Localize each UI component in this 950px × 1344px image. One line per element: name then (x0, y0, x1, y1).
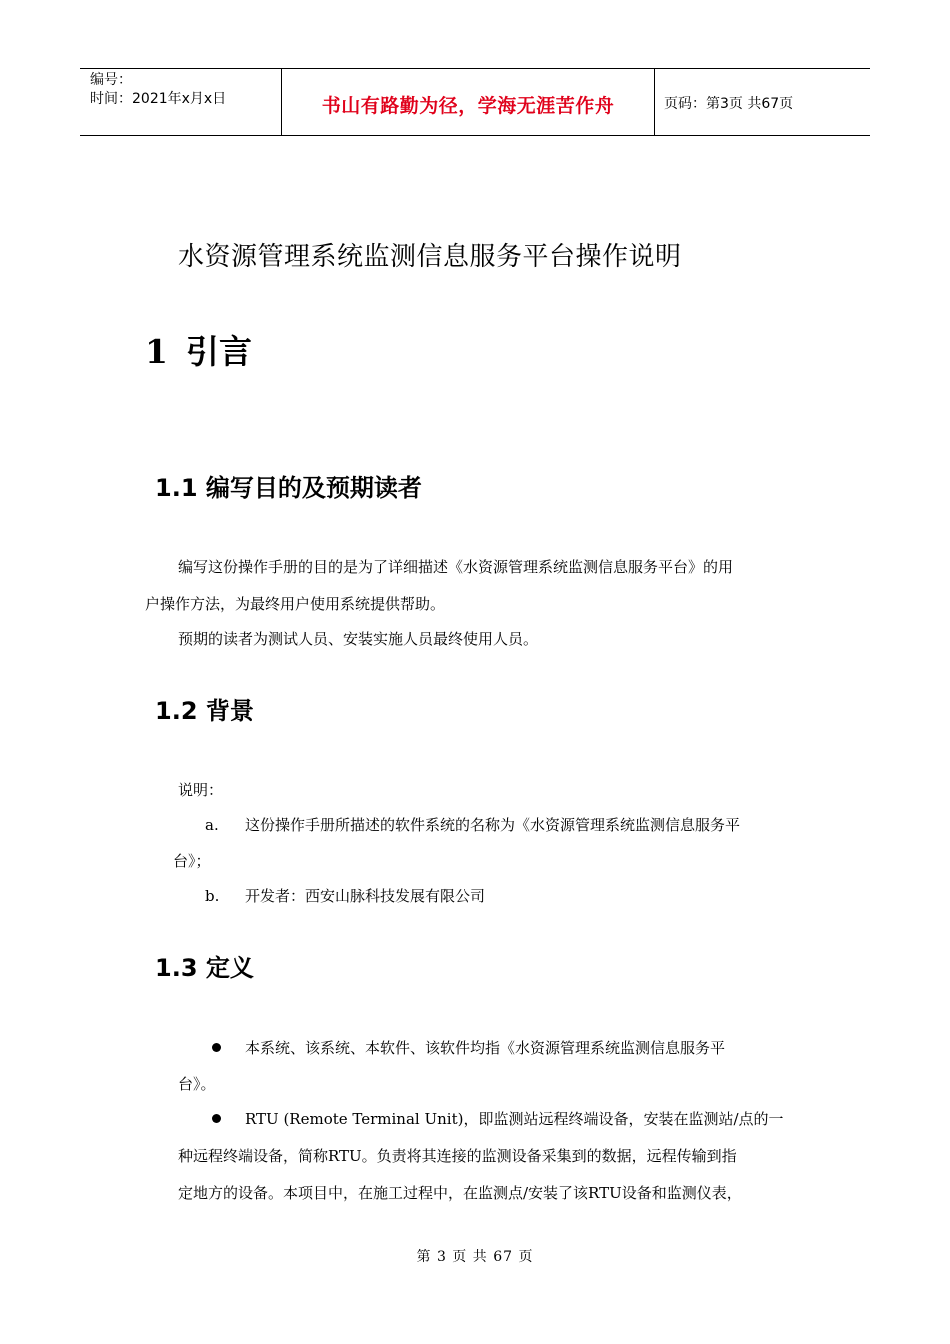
definition-2-line2: 种远程终端设备，简称RTU。负责将其连接的监测设备采集到的数据，远程传输到指 (178, 1147, 737, 1165)
definition-1-line1: 本系统、该系统、本软件、该软件均指《水资源管理系统监测信息服务平 (245, 1039, 726, 1057)
header-motto: 书山有路勤为径，学海无涯苦作舟 (282, 69, 655, 135)
header-code-label: 编号： (90, 72, 132, 88)
readers-para: 预期的读者为测试人员、安装实施人员最终使用人员。 (178, 630, 539, 648)
item-a-marker: a. (205, 816, 219, 834)
document-title: 水资源管理系统监测信息服务平台操作说明 (178, 242, 682, 272)
header-page-info: 页码：第3页 共67页 (664, 96, 794, 112)
page-header (80, 68, 870, 136)
item-a-line2: 台》； (173, 852, 211, 870)
bullet-icon (212, 1114, 221, 1123)
section-1-number: 1 (145, 332, 168, 371)
section-1-2-heading: 1.2 背景 (155, 697, 254, 725)
section-1-3-heading: 1.3 定义 (155, 954, 254, 982)
section-1-title: 引言 (185, 332, 252, 371)
item-b-marker: b. (205, 887, 220, 905)
header-meta-cell (80, 69, 282, 135)
definition-1-line2: 台》。 (178, 1075, 216, 1093)
page-footer: 第 3 页 共 67 页 (416, 1249, 534, 1265)
bullet-icon (212, 1043, 221, 1052)
definition-2-line3: 定地方的设备。本项目中，在施工过程中，在监测点/安装了该RTU设备和监测仪表， (178, 1184, 742, 1202)
background-intro: 说明： (178, 781, 224, 799)
definition-2-line1: RTU (Remote Terminal Unit)，即监测站远程终端设备，安装在监测站/点的一 (245, 1110, 784, 1128)
purpose-para-line2: 户操作方法，为最终用户使用系统提供帮助。 (145, 595, 446, 613)
section-1-1-heading: 1.1 编写目的及预期读者 (155, 474, 422, 502)
purpose-para-line1: 编写这份操作手册的目的是为了详细描述《水资源管理系统监测信息服务平台》的用 (178, 558, 734, 576)
section-1-heading (145, 326, 252, 373)
item-b-text: 开发者：西安山脉科技发展有限公司 (245, 887, 486, 905)
item-a-line1: 这份操作手册所描述的软件系统的名称为《水资源管理系统监测信息服务平 (245, 816, 741, 834)
header-time-label: 时间：2021年x月x日 (90, 91, 227, 107)
